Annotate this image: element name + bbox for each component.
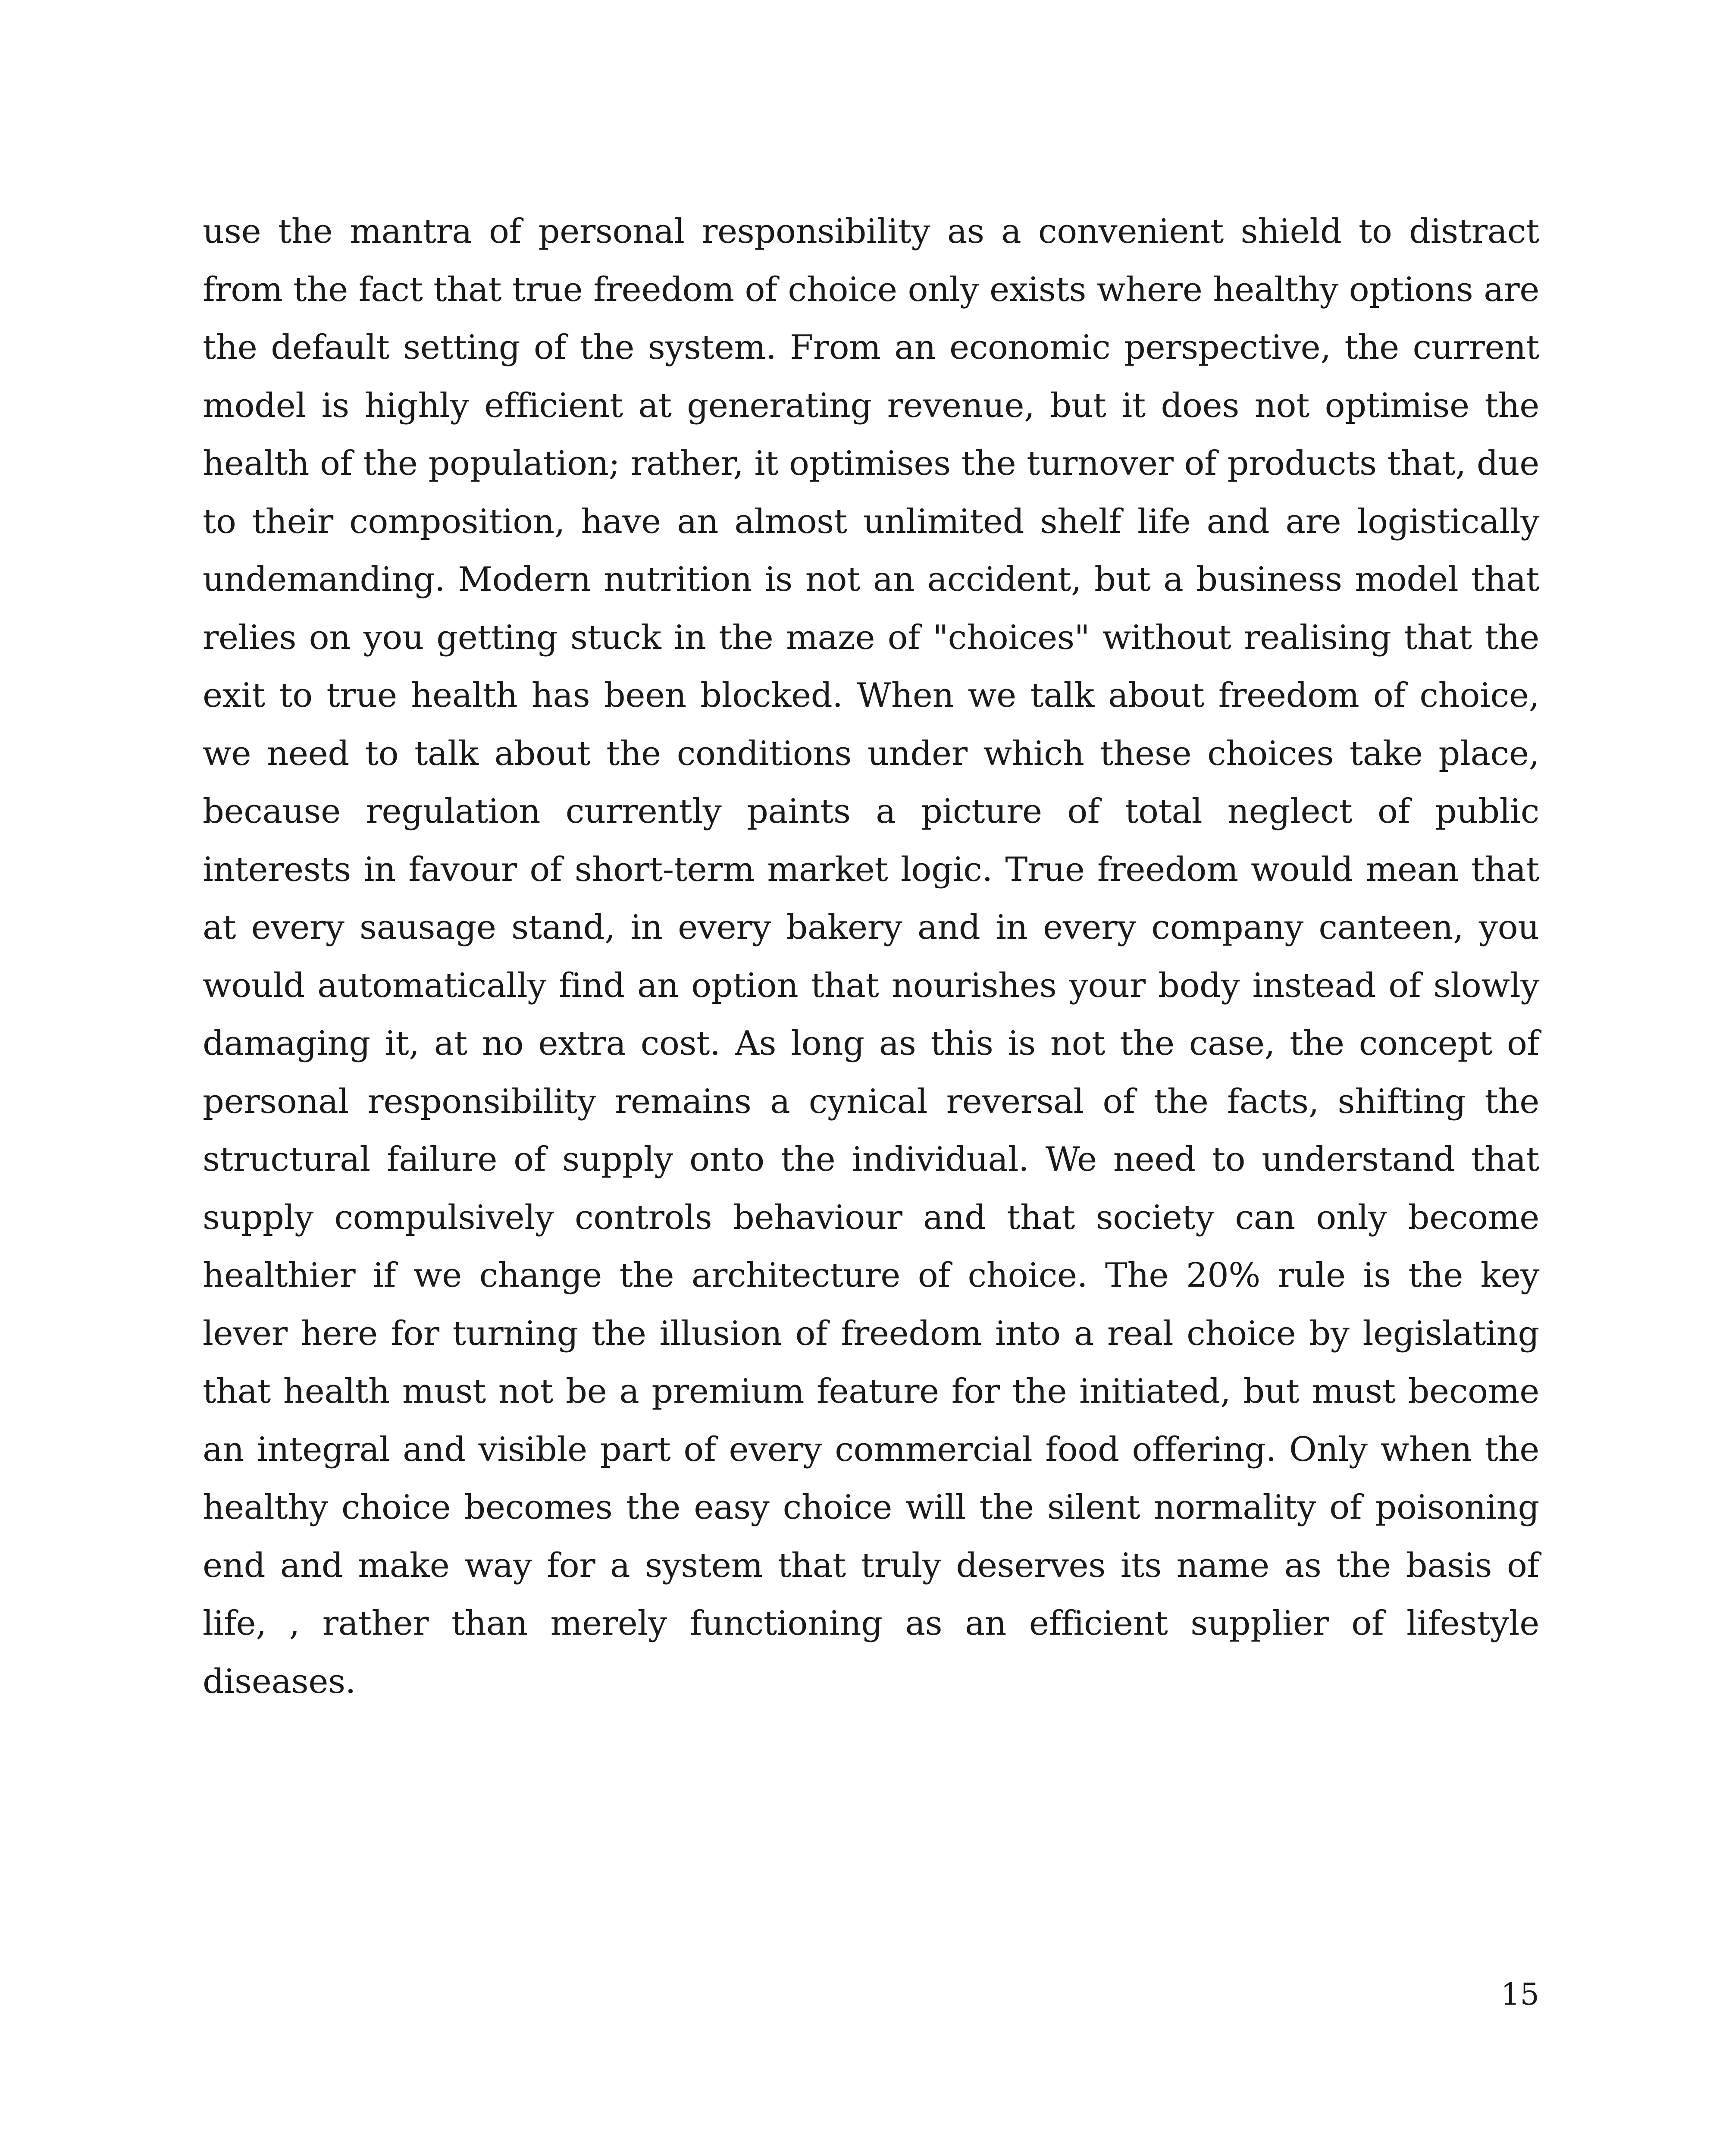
- page-number: 15: [1500, 1977, 1539, 2012]
- body-paragraph: use the mantra of personal responsibility as a convenient shield to distract from the fact that true freedom of choice only exists where healthy options are the default setting of the system. From an economic perspective, the current model is highly efficient at generating revenue, but it does not optimise the health of the population; rather, it optimises the turnover of products that, due to their composition, have an almost unlimited shelf life and are logistically undemanding. Modern nutrition is not an accident, but a business model that relies on you getting stuck in the maze of "choices" without realising that the exit to true health has been blocked. When we talk about freedom of choice, we need to talk about the conditions under which these choices take place, because regulation currently paints a picture of total neglect of public interests in favour of short-term market logic. True freedom would mean that at every sausage stand, in every bakery and in every company canteen, you would automatically find an option that nourishes your body instead of slowly damaging it, at no extra cost. As long as this is not the case, the concept of personal responsibility remains a cynical reversal of the facts, shifting the structural failure of supply onto the individual. We need to understand that supply compulsively controls behaviour and that society can only become healthier if we change the architecture of choice. The 20% rule is the key lever here for turning the illusion of freedom into a real choice by legislating that health must not be a premium feature for the initiated, but must become an integral and visible part of every commercial food offering. Only when the healthy choice becomes the easy choice will the silent normality of poisoning end and make way for a system that truly deserves its name as the basis of life, , rather than merely functioning as an efficient supplier of lifestyle diseases.: [203, 212, 1539, 1701]
